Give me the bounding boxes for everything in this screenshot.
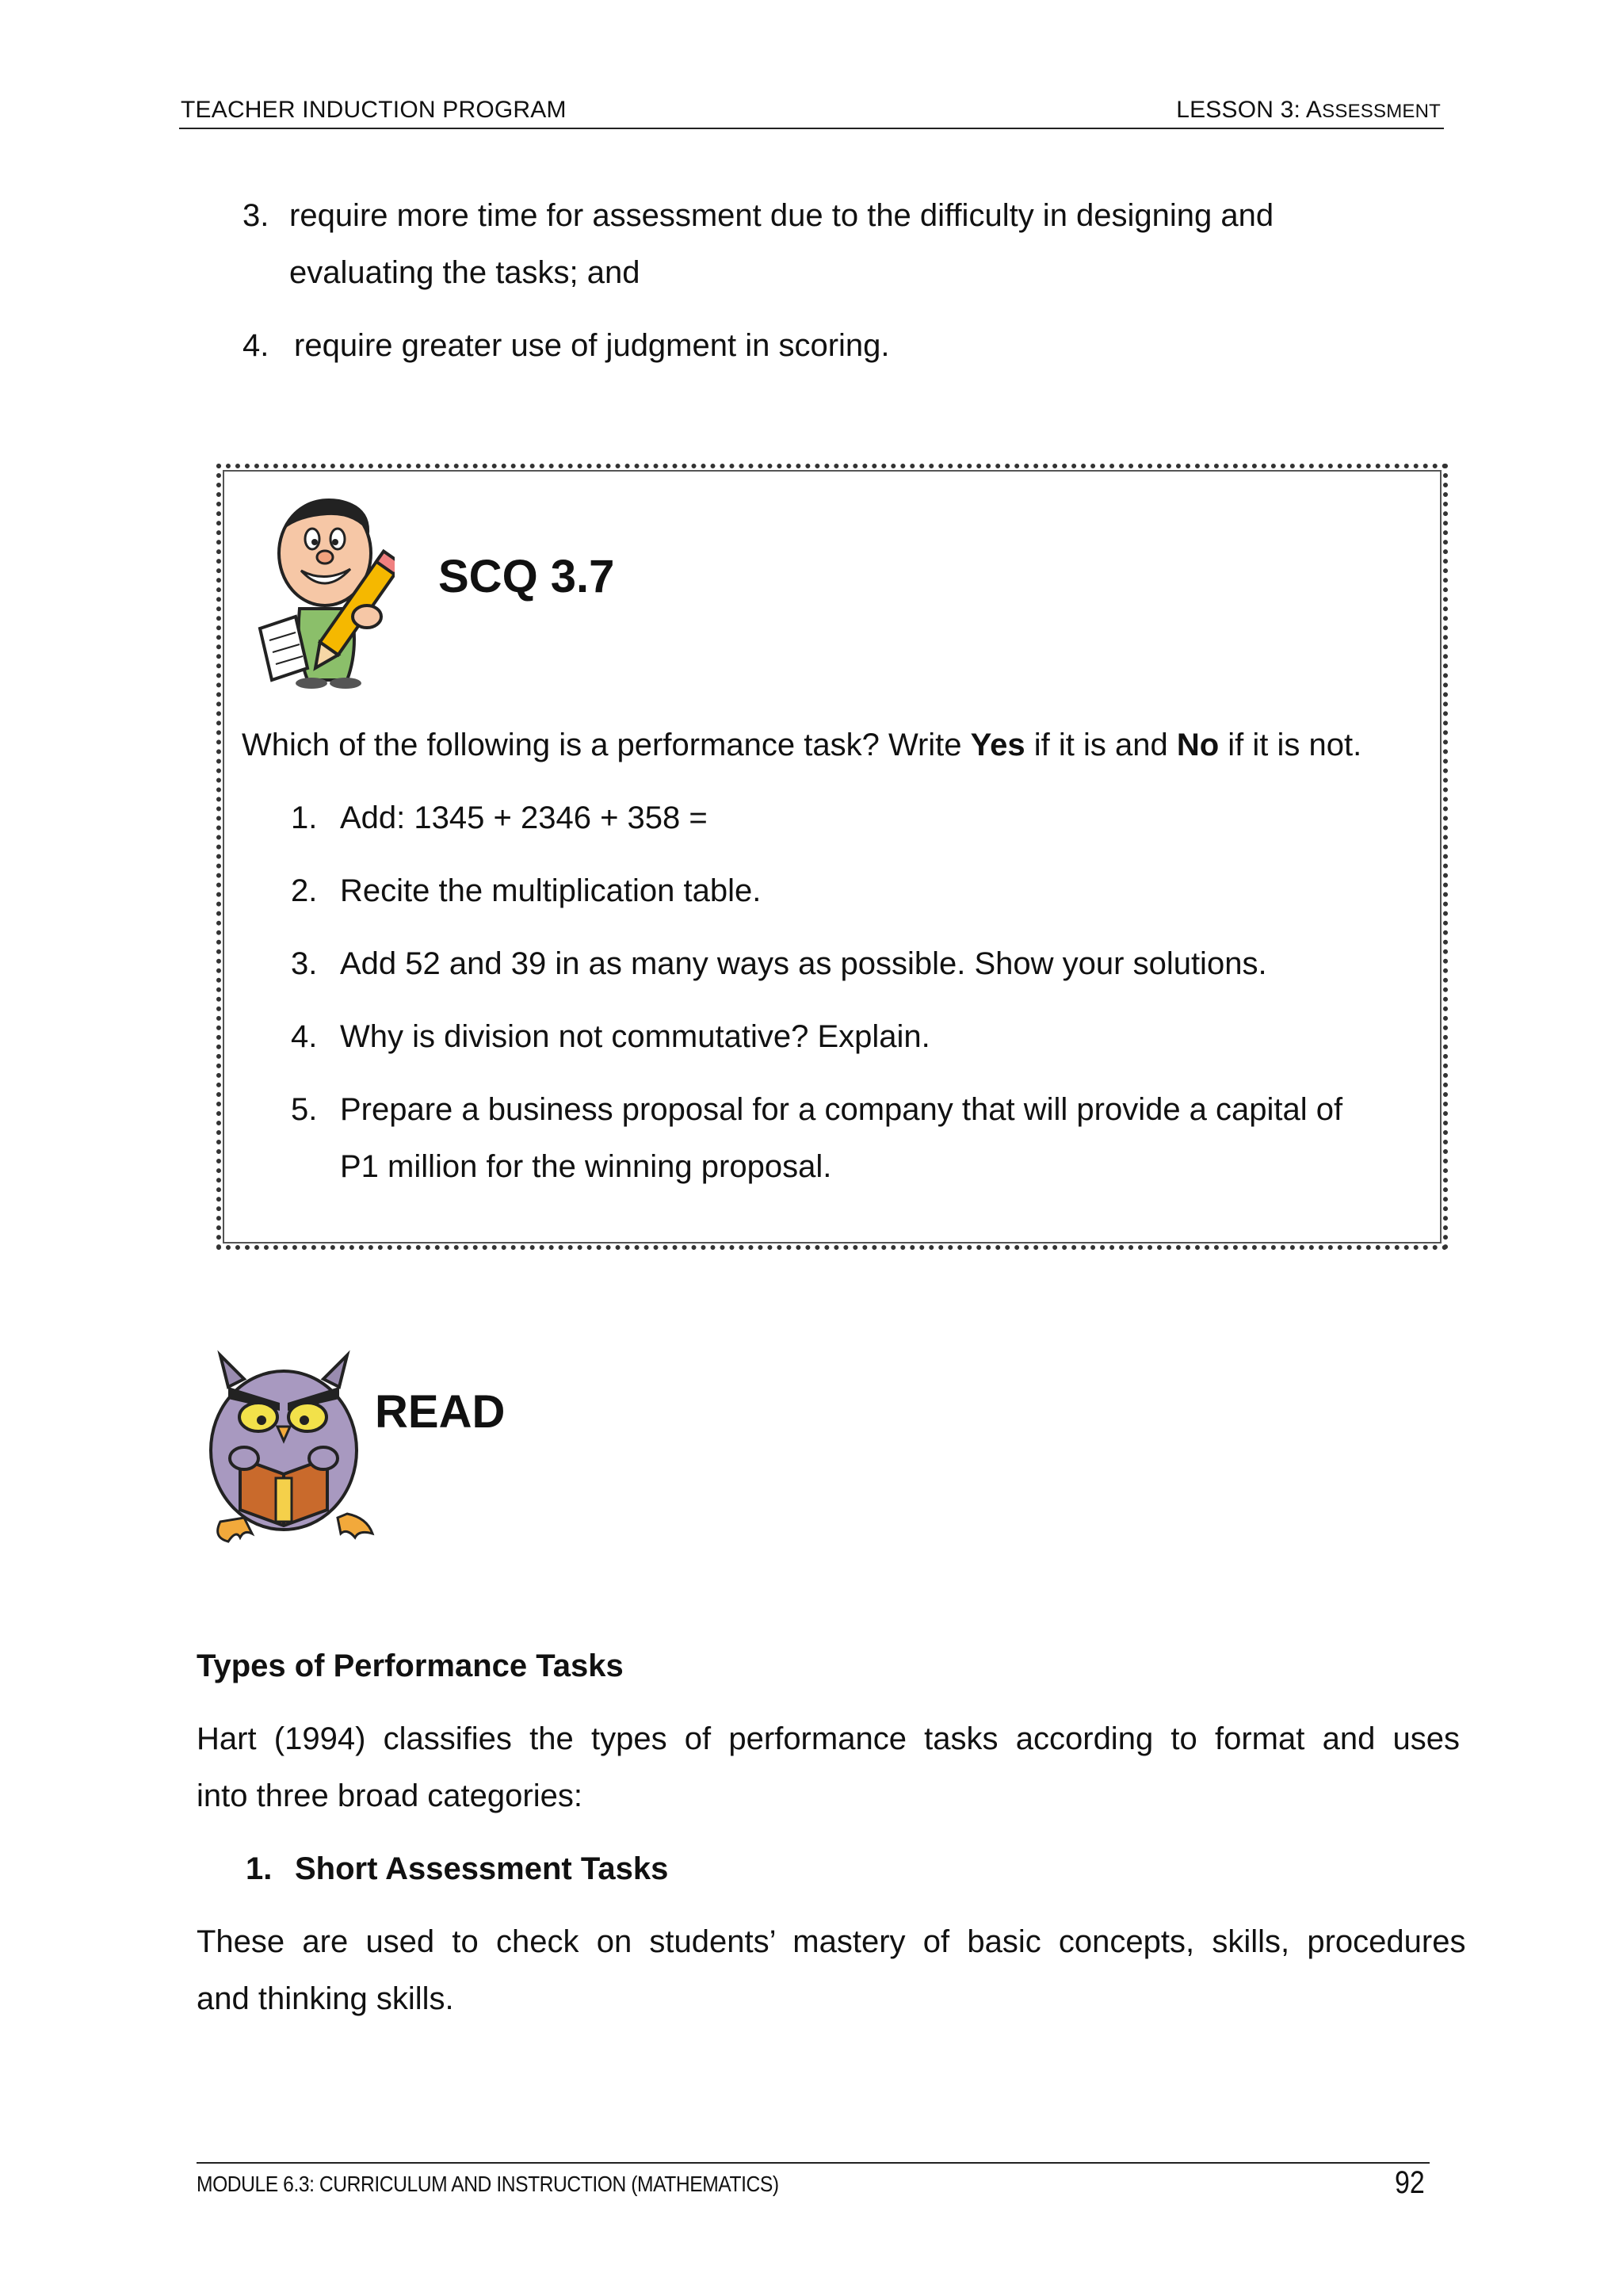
cartoon-student-with-pencil-icon <box>252 490 395 690</box>
footer-module-title: MODULE 6.3: CURRICULUM AND INSTRUCTION (MATHEMATICS) <box>197 2172 779 2196</box>
header-rule <box>179 128 1444 129</box>
list-item-3-line1: require more time for assessment due to the difficulty in designing and <box>289 198 1274 233</box>
list-item-4-text: require greater use of judgment in scoring. <box>294 328 890 363</box>
scq-question <box>242 716 1361 774</box>
scq-item-text: Add: 1345 + 2346 + 358 = <box>340 800 708 835</box>
scq-yes-keyword: Yes <box>970 728 1025 762</box>
section-heading: Types of Performance Tasks <box>197 1648 624 1683</box>
reading-owl-icon <box>197 1339 380 1547</box>
subheading-number: 1. <box>246 1851 273 1886</box>
scq-item-number: 2. <box>291 873 318 908</box>
scq-question-part: if it is not. <box>1219 728 1362 762</box>
scq-item-text: Why is division not commutative? Explain. <box>340 1019 930 1054</box>
scq-item-text-line1: Prepare a business proposal for a company that will provide a capital of <box>340 1092 1343 1127</box>
scq-no-keyword: No <box>1176 728 1220 762</box>
page-number: 92 <box>1395 2165 1425 2200</box>
list-item-4-number: 4. <box>242 328 269 363</box>
scq-item-text-line2: P1 million for the winning proposal. <box>340 1149 832 1184</box>
scq-item-number: 5. <box>291 1092 318 1127</box>
subheading: Short Assessment Tasks <box>295 1851 669 1886</box>
scq-item-text: Add 52 and 39 in as many ways as possible. Show your solutions. <box>340 946 1267 981</box>
read-title: READ <box>375 1386 506 1438</box>
scq-question-part: Which of the following is a performance task? Write <box>242 728 971 762</box>
scq-title: SCQ 3.7 <box>438 551 615 602</box>
paragraph-1-line2: into three broad categories: <box>197 1778 582 1813</box>
scq-question-part: if it is and <box>1025 728 1177 762</box>
paragraph-2-line2: and thinking skills. <box>197 1981 454 2016</box>
scq-item-number: 3. <box>291 946 318 981</box>
scq-item-number: 1. <box>291 800 318 835</box>
list-item-3-line2: evaluating the tasks; and <box>289 255 640 290</box>
header-right-suffix: SSESSMENT <box>1322 101 1441 122</box>
list-item-3-number: 3. <box>242 198 269 233</box>
scq-item-number: 4. <box>291 1019 318 1054</box>
running-header-right <box>1176 97 1441 124</box>
scq-item-text: Recite the multiplication table. <box>340 873 762 908</box>
header-right-prefix: LESSON 3: A <box>1176 97 1323 123</box>
paragraph-1-line1: Hart (1994) classifies the types of performance tasks according to format and uses <box>197 1721 1461 1756</box>
paragraph-2-line1: These are used to check on students’ mastery of basic concepts, skills, procedures <box>197 1924 1466 1959</box>
footer-rule <box>197 2162 1430 2164</box>
running-header-left: TEACHER INDUCTION PROGRAM <box>181 97 567 123</box>
